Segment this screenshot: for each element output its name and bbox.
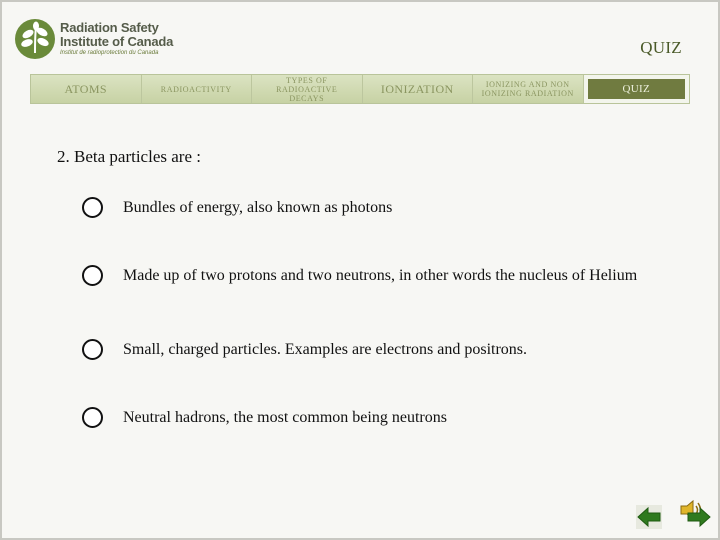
- logo-line-3: Institut de radioprotection du Canada: [60, 50, 159, 56]
- logo: [14, 18, 174, 60]
- question-text: 2. Beta particles are :: [57, 147, 201, 166]
- answer-option[interactable]: [82, 197, 392, 218]
- arrow-right-icon[interactable]: [686, 505, 712, 529]
- logo-line-2: Institute of Canada: [60, 34, 174, 49]
- page-title: QUIZ: [640, 38, 682, 57]
- answer-option[interactable]: [82, 339, 527, 360]
- section-tabs: [30, 74, 690, 104]
- radio-button[interactable]: [82, 197, 103, 218]
- arrow-left-icon[interactable]: [636, 505, 662, 529]
- tab-types-of-radioactive-decays[interactable]: TYPES OF RADIOACTIVE DECAYS: [252, 75, 363, 103]
- tab-radioactivity[interactable]: RADIOACTIVITY: [142, 75, 253, 103]
- radio-button[interactable]: [82, 265, 103, 286]
- answer-option[interactable]: [82, 407, 447, 428]
- answer-text: Small, charged particles. Examples are electrons and positrons.: [123, 340, 528, 358]
- tab-quiz-label: QUIZ: [588, 79, 686, 99]
- answer-text: Neutral hadrons, the most common being neutrons: [123, 408, 447, 426]
- tab-atoms[interactable]: ATOMS: [31, 75, 142, 103]
- logo-text: [60, 21, 173, 58]
- radio-button[interactable]: [82, 407, 103, 428]
- tab-quiz[interactable]: [584, 75, 690, 103]
- answer-text: Made up of two protons and two neutrons, in other words the nucleus of Helium: [123, 266, 638, 284]
- tab-ionization[interactable]: IONIZATION: [363, 75, 474, 103]
- answer-text: Bundles of energy, also known as photons: [123, 198, 393, 216]
- logo-line-1: Radiation Safety: [60, 20, 159, 35]
- radio-button[interactable]: [82, 339, 103, 360]
- tab-ionizing-and-non-ionizing-radiation[interactable]: IONIZING AND NON IONIZING RADIATION: [473, 75, 584, 103]
- answer-option[interactable]: [82, 265, 637, 286]
- leaf-logo-icon: [14, 18, 56, 60]
